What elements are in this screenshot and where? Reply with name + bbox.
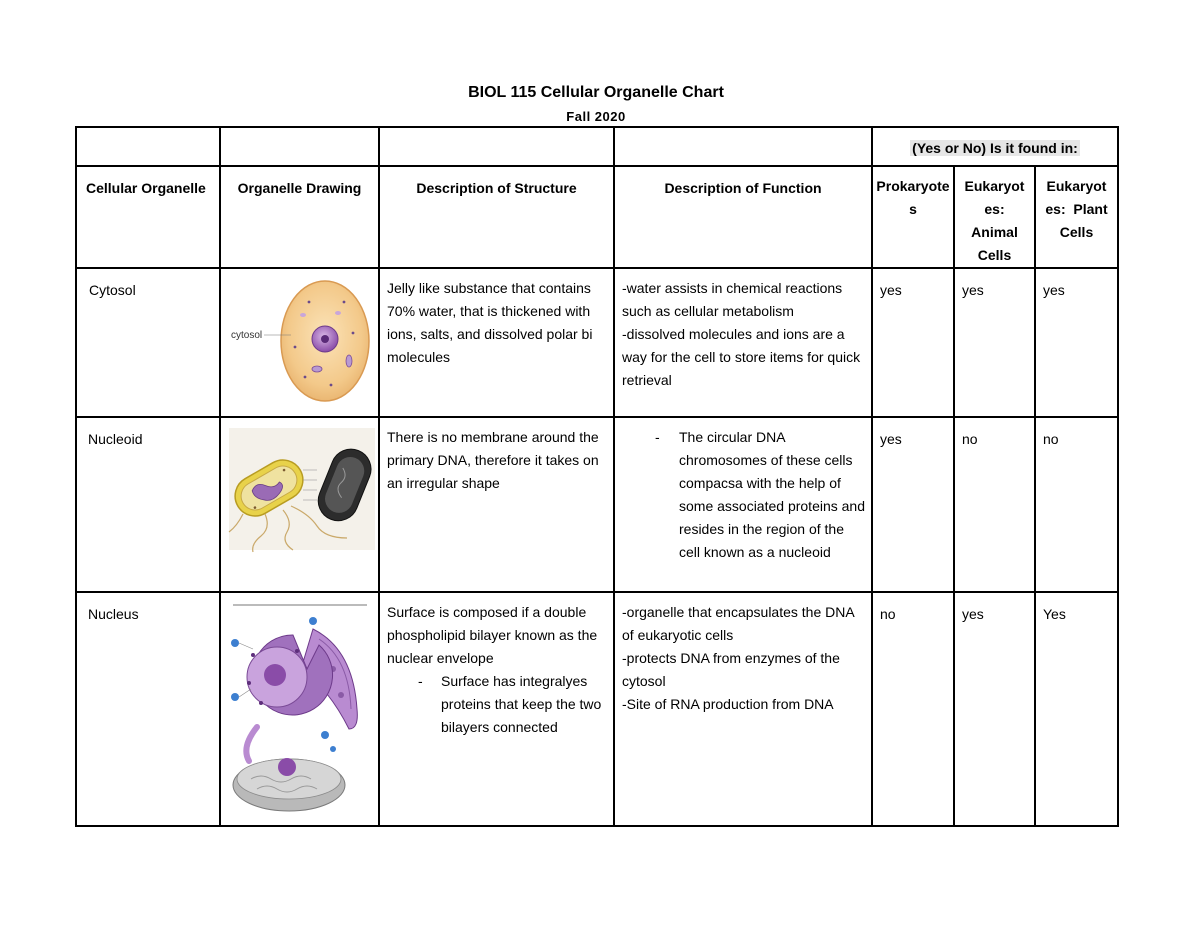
table-row [76, 417, 1118, 592]
function-line: -organelle that encapsulates the DNA of eukaryotic cells [622, 604, 854, 643]
header-function: Description of Function [614, 166, 872, 268]
plant-answer: Yes [1035, 592, 1118, 826]
organelle-name: Nucleus [76, 592, 220, 826]
prokaryotic-cell-illustration-icon [221, 426, 378, 558]
drawing-cell [220, 268, 379, 417]
header-structure: Description of Structure [379, 166, 614, 268]
empty-header-cell [614, 127, 872, 166]
structure-description: Jelly like substance that contains 70% water, that is thickened with ions, salts, and dissolved polar bi molecules [379, 268, 614, 417]
yes-no-header-cell [872, 127, 1118, 166]
header-drawing: Organelle Drawing [220, 166, 379, 268]
empty-header-cell [76, 127, 220, 166]
drawing-cell [220, 592, 379, 826]
dash-bullet: - [655, 429, 660, 445]
organelle-table [75, 126, 1119, 827]
structure-description: There is no membrane around the primary DNA, therefore it takes on an irregular shape [379, 417, 614, 592]
header-plant: Eukaryot es: Plant Cells [1035, 166, 1118, 268]
cytosol-label: cytosol [231, 330, 263, 341]
nucleus-illustration-icon [221, 599, 378, 817]
empty-header-cell [379, 127, 614, 166]
structure-item: Surface has integralyes proteins that keep the two bilayers connected [441, 673, 602, 735]
function-description [614, 417, 872, 592]
plant-answer: yes [1035, 268, 1118, 417]
table-top-header-row [76, 127, 1118, 166]
function-description [614, 268, 872, 417]
plant-answer: no [1035, 417, 1118, 592]
prokaryotes-answer: no [872, 592, 954, 826]
prokaryotes-answer: yes [872, 268, 954, 417]
structure-text: Surface is composed if a double phospholipid bilayer known as the nuclear envelope [387, 604, 598, 666]
table-row [76, 268, 1118, 417]
header-prokaryotes: Prokaryote s [872, 166, 954, 268]
function-line: -dissolved molecules and ions are a way for the cell to store items for quick retrieval [622, 326, 861, 388]
table-column-header-row [76, 166, 1118, 268]
page-title: BIOL 115 Cellular Organelle Chart [468, 84, 724, 101]
table-row [76, 592, 1118, 826]
organelle-name: Nucleoid [76, 417, 220, 592]
dash-bullet: - [418, 673, 423, 689]
function-description [614, 592, 872, 826]
header-organelle: Cellular Organelle [76, 166, 220, 268]
list-item [387, 670, 607, 739]
header-animal: Eukaryot es: Animal Cells [954, 166, 1035, 268]
function-item: The circular DNA chromosomes of these cells compacsa with the help of some associated proteins and resides in the region of the cell known as a nucleoid [679, 429, 865, 560]
page-subtitle: Fall 2020 [566, 109, 626, 124]
drawing-cell [220, 417, 379, 592]
prokaryotes-answer: yes [872, 417, 954, 592]
animal-answer: yes [954, 268, 1035, 417]
list-item [622, 426, 865, 564]
function-list [622, 426, 865, 564]
cell-cytosol-illustration-icon [221, 269, 378, 409]
structure-description [379, 592, 614, 826]
function-line: -protects DNA from enzymes of the cytosol [622, 650, 840, 689]
function-line: -Site of RNA production from DNA [622, 696, 834, 712]
yes-no-header: (Yes or No) Is it found in: [912, 140, 1078, 156]
function-line: -water assists in chemical reactions such as cellular metabolism [622, 280, 843, 319]
organelle-name: Cytosol [76, 268, 220, 417]
empty-header-cell [220, 127, 379, 166]
animal-answer: no [954, 417, 1035, 592]
animal-answer: yes [954, 592, 1035, 826]
